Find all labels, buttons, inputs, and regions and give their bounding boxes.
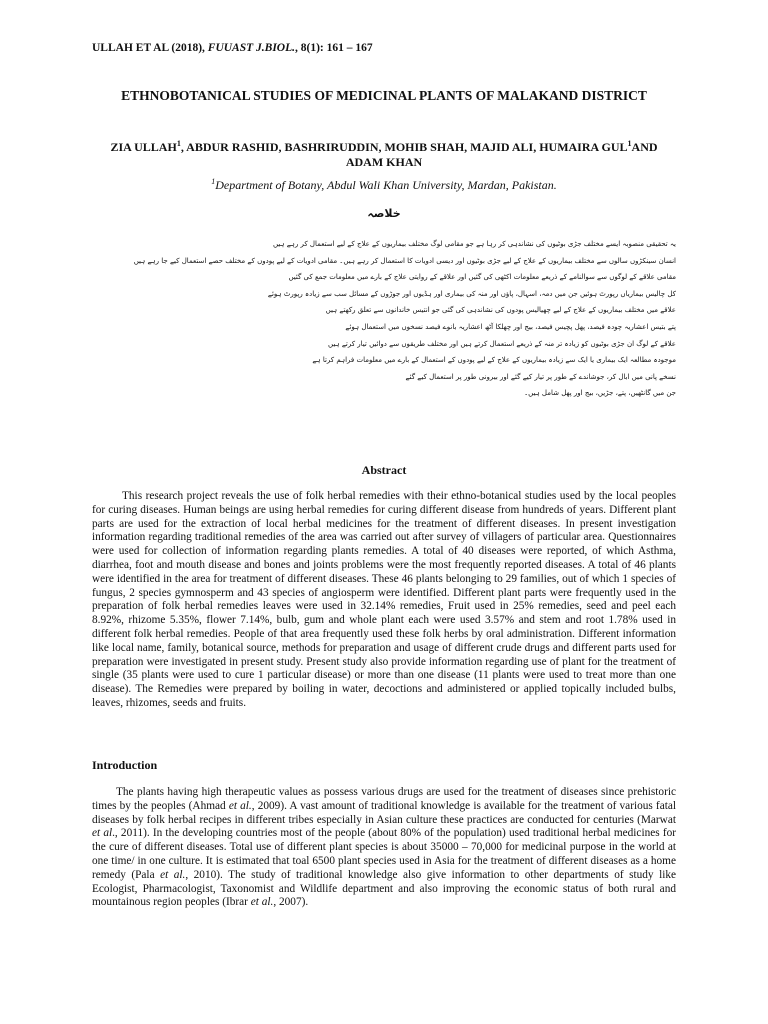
author-list — [92, 136, 676, 170]
urdu-line: پتے بتیس اعشاریہ چودہ فیصد، پھل پچیس فیصد، بیج اور چھلکا آٹھ اعشاریہ بانوے فیصد نسخوں میں استعمال ہوئے — [345, 322, 676, 331]
intro-text-5: , 2007). — [273, 896, 309, 909]
intro-etal-1: et al. — [228, 799, 252, 812]
intro-text-2: , 2009). A vast amount of traditional knowledge is available for the treatment of various fatal diseases by folk herbal recipes in different tribes especially in Asian culture these practices are conducted for centuries (Marwat — [92, 799, 676, 826]
running-head-authors: ULLAH ET AL (2018), — [92, 42, 208, 54]
intro-text-3: ., 2011). In the developing countries most of the people (about 80% of the population) used traditional herbal medicines for the cure of different diseases. Total use of different plant species is about 35000 – 70,000 for medicinal purpose in the world at one time/ in one culture. It is estimated that toal 6500 plant species used in Asia for the treatment of different diseases as a home remedy (Pala — [92, 827, 676, 881]
urdu-abstract-heading: خلاصہ — [367, 207, 401, 220]
abstract-body — [92, 490, 676, 711]
urdu-line: انسان سینکڑوں سالوں سے مختلف بیماریوں کے علاج کے لیے جڑی بوٹیوں اور دیسی ادویات کا استعمال کر رہے ہیں۔ مقامی ادویات کے لیے پودوں کے مختلف حصے استعمال کیے جا رہے ہیں — [133, 256, 676, 265]
urdu-line: کل چالیس بیماریاں رپورٹ ہوئیں جن میں دمہ، اسہال، پاؤں اور منہ کی بیماری اور ہڈیوں اور جوڑوں کے مسائل سب سے زیادہ رپورٹ ہوئے — [267, 289, 676, 298]
intro-etal-4: et al. — [250, 896, 274, 909]
intro-etal-3: et al. — [160, 868, 186, 881]
urdu-line: جن میں گانٹھیں، پتے، جڑیں، بیج اور پھل شامل ہیں۔ — [524, 389, 676, 398]
author-first-sup: 1 — [176, 139, 181, 148]
urdu-abstract-body — [92, 236, 676, 402]
running-head — [92, 42, 373, 54]
intro-text-4: , 2010). The study of traditional knowledge also give information to other departments of study like Ecologist, Pharmacologist, Taxonomist and Wildlife department and also improving the economic status of both rural and mountainous region peoples (Ibrar — [92, 868, 677, 909]
urdu-line: موجودہ مطالعہ ایک بیماری یا ایک سے زیادہ بیماریوں کے علاج کے لیے پودوں کے استعمال کے بارے میں معلومات فراہم کرتا ہے — [312, 356, 676, 365]
intro-etal-2: et al — [92, 827, 113, 840]
urdu-line: نسخے پانی میں ابال کر، جوشاندے کے طور پر تیار کیے گئے اور بیرونی طور پر استعمال کیے گئے — [405, 372, 676, 381]
author-middle: , ABDUR RASHID, BASHRIRUDDIN, MOHIB SHAH, MAJID ALI, HUMAIRA GUL — [180, 140, 628, 154]
running-head-journal: FUUAST J.BIOL. — [207, 42, 296, 54]
urdu-line: علاقے کے لوگ ان جڑی بوٹیوں کو زیادہ تر منہ کے ذریعے استعمال کرتے ہیں اور مختلف طریقوں سے دوائیں تیار کرتے ہیں — [328, 339, 676, 348]
abstract-text: This research project reveals the use of folk herbal remedies with their ethno-botanical studies used by the local peoples for curing diseases. Human beings are using herbal remedies for curing different disease from hundreds of years. Different plant parts are used for the extraction of local herbal medicines for the treatment of different diseases. In present investigation information regarding traditional remedies of the area was carried out after survey of villagers of particular area. Questionnaires were used for collection of information regarding plants remedies. A total of 40 diseases were reported, of which Asthma, diarrhea, foot and mouth disease and bones and joints problems were the most frequently reported diseases. A total of 46 plants were identified in the area for treatment of different diseases. These 46 plants belonging to 29 families, out of which 1 species of fungus, 2 species gymnosperm and 43 species of angiosperm were identified. Different plant parts were frequently used in the preparation of folk herbal remedies leaves were used in 32.14% remedies, Fruit used in 25% remedies, seed and peel each 8.92%, rhizome 5.35%, flower 7.14%, bulb, gum and whole plant each were used 3.57% and stem and root 1.78% used in different folk herbal remedies. People of that area frequently used these folk herbs by oral administration. Different information like local name, family, botanical source, methods for preparation and usage of different crude drugs and different parts used for preparation were investigated in present study. Present study also provide information regarding use of plant for the treatment of single (35 plants were used to cure 1 particular disease) or more than one disease (11 plants were used to treat more than one disease). The Remedies were prepared by boiling in water, decoctions and administered or applied topically included bulbs, leaves, rhizomes, seeds and fruits. — [92, 490, 676, 709]
running-head-volume: , 8(1): 161 – 167 — [295, 42, 373, 54]
urdu-line: علاقے میں مختلف بیماریوں کے علاج کے لیے چھیالیس پودوں کی نشاندہی کی گئی جو انتیس خاندانوں سے تعلق رکھتے ہیں — [325, 306, 676, 315]
affiliation-sup: 1 — [211, 177, 216, 186]
affiliation — [92, 177, 676, 193]
urdu-line: یہ تحقیقی منصوبہ ایسے مختلف جڑی بوٹیوں کی نشاندہی کر رہا ہے جو مقامی لوگ مختلف بیماریوں کے علاج کے لیے استعمال کر رہے ہیں — [272, 240, 676, 248]
intro-text-1: The plants having high therapeutic values as possess various drugs are used for the treatment of diseases since prehistoric times by the peoples (Ahmad — [92, 786, 676, 812]
author-first: ZIA ULLAH — [110, 140, 177, 154]
author-last: AND ADAM KHAN — [345, 140, 658, 169]
urdu-line: مقامی علاقے کے لوگوں سے سوالنامے کے ذریعے معلومات اکٹھی کی گئیں اور علاقے کے روایتی علاج کے بارے میں معلومات جمع کی گئیں — [288, 273, 676, 282]
affiliation-text: Department of Botany, Abdul Wali Khan University, Mardan, Pakistan. — [215, 178, 557, 192]
abstract-heading: Abstract — [361, 463, 407, 477]
author-middle-sup: 1 — [627, 139, 632, 148]
introduction-body — [92, 786, 676, 910]
introduction-heading: Introduction — [92, 758, 158, 772]
paper-title: ETHNOBOTANICAL STUDIES OF MEDICINAL PLANTS OF MALAKAND DISTRICT — [121, 88, 647, 103]
